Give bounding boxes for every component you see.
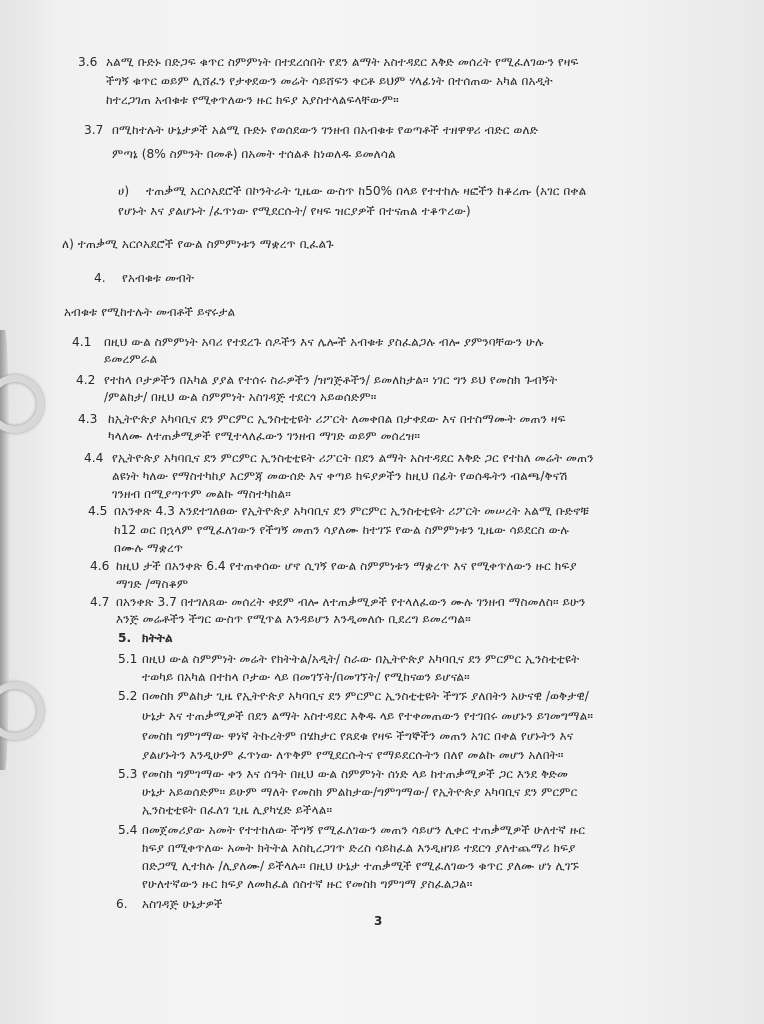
clause-text-line: በድጋሚ ሊተክሉ /ሊያለሙ/ ይችላሉ። በዚህ ሁኔታ ተጠቃሚች የሚፈለገውን ቁጥር ያለሙ ሆነ ሊገኙ (142, 859, 579, 873)
clause-text-line: በዚህ ውል ስምምነት መሬት የክትትል/አዲት/ ስራው በኢትዮጵያ አካባቢና ደን ምርምር ኢንስቲቲዩት (142, 652, 580, 666)
binder-ring (0, 375, 44, 433)
section-intro: አብቁቱ የሚከተሉት መብቶች ይኖሩታል (64, 305, 236, 319)
section-title: አስገዳጅ ሁኔታዎች (142, 897, 223, 911)
clause-number: 3.6 (78, 55, 98, 69)
clause-text-line: ምጣኔ (8% ስምንት በመቶ) በአመት ተሰልቶ ከነወለዱ ይመለሳል (112, 147, 396, 161)
clause-text-line: ያልሆኑትን እንዲሁም ፈጥነው ለጥቅም የሚደርሱትና የማይደርሱትን በለየ መልኩ መሆን አለበት። (142, 748, 564, 762)
clause-text-line: ልዩነት ካለው የማስተካከያ እርምጃ መውሰድ እና ቀጣይ ክፍያዎችን ከዚህ በፊት የወሰዱትን ብልጫ/ቅናሽ (112, 469, 568, 483)
clause-text-line: በመጀመሪያው አመት የተተከለው ችግኝ የሚፈለገውን መጠን ሳይሆን ሊቀር ተጠቃሚዎች ሁለተኛ ዙር (142, 823, 586, 837)
clause-number: 4.7 (90, 595, 110, 609)
clause-text-line: ኢንስቲቲዩት በፈለገ ጊዜ ሊያካሂድ ይችላል። (142, 803, 333, 817)
sub-clause-marker: ሀ) (118, 184, 130, 198)
clause-number: 4.6 (90, 559, 110, 573)
clause-text-line: ከኢትዮጵያ አካባቢና ደን ምርምር ኢንስቲቲዩት ሪፖርት ለመቀበል በታቀደው እና በተስማሙት መጠን ዛፍ (108, 412, 566, 426)
sub-clause-text-line: የሆኑት እና ያልሆኑት /ፈጥነው የሚደርሱት/ የዛፍ ዝርያዎች በተናጠል ተቆጥረው) (118, 204, 471, 218)
clause-number: 5.3 (118, 767, 138, 781)
binder-ring (0, 682, 44, 740)
clause-text-line: ችግኝ ቁጥር ወይም ሊሸፈን የታቀደውን መሬት ሳይሸፍን ቀርቶ ይህም ሃላፊነት በተሰጠው አካል በአዲት (106, 74, 553, 88)
clause-number: 4.1 (72, 335, 92, 349)
clause-text-line: ተወካይ በአካል በተከላ ቦታው ላይ በመገኘት/በመገኘት/ የሚከናወን ይሆናል። (142, 670, 470, 684)
clause-text-line: አልሚ ቡድኑ በድጋፍ ቁጥር ስምምነት በተደረሰበት የደን ልማት አስተዳደር እቅድ መሰረት የሚፈለገውን የዛፍ (106, 55, 579, 69)
clause-text-line: ይመረምራል (104, 352, 158, 366)
page-number: 3 (374, 914, 383, 928)
clause-text-line: ከ12 ወር በኋላም የሚፈለገውን የችግኝ መጠን ሳያለሙ ከተገኙ የውል ስምምነቱን ጊዜው ሳይደርስ ውሉ (114, 523, 570, 537)
clause-text-line: በመስክ ምልከታ ጊዜ የኢትዮጵያ አካባቢና ደን ምርምር ኢንስቲቲዩት ችግኙ ያለበትን አሁናዊ /ወቅታዊ/ (142, 689, 589, 703)
clause-text-line: በአንቀጽ 4.3 እንደተገለፀው የኢትዮጵያ አካባቢና ደን ምርምር ኢንስቲቲዩት ሪፖርት መሠረት አልሚ ቡድኖቹ (114, 504, 590, 518)
clause-text-line: እንጅ መሬቶችን ችግር ውስጥ የሚጥል እንዳይሆን እንዲመለሱ ቢደረግ ይመረጣል። (116, 612, 471, 626)
clause-text-line: ከተረጋገጠ አብቁቱ የሚቀጥለውን ዙር ክፍያ አያስተላልፍላቸውም። (106, 93, 399, 107)
sub-clause-text-line: ተጠቃሚ አርሶአደሮች በኮንትራት ጊዜው ውስጥ ከ50% በላይ የተተከሉ ዛፎችን ከቆረጡ (አገር በቀል (146, 184, 587, 198)
section-number: 5. (118, 631, 132, 645)
clause-number: 5.4 (118, 823, 138, 837)
clause-text-line: የኢትዮጵያ አካባቢና ደን ምርምር ኢንስቲቲዩት ሪፖርት በደን ልማት አስተዳደር እቅድ ጋር የተከለ መሬት መጠን (112, 451, 594, 465)
clause-number: 4.2 (76, 373, 96, 387)
clause-text-line: /ምልከታ/ በዚህ ውል ስምምነት አስገዳጅ ተደርጎ አይወሰድም። (104, 390, 377, 404)
clause-text-line: በአንቀጽ 3.7 በተገለጸው መሰረት ቀደም ብሎ ለተጠቃሚዎች የተላለፈውን ሙሉ ገንዘብ ማስመለስ። ይሁን (116, 595, 586, 609)
clause-number: 4.3 (78, 412, 98, 426)
clause-number: 5.2 (118, 689, 138, 703)
clause-text-line: ሁኔታ አይወሰድም። ይሁም ማለት የመስክ ምልከታው/ግምገማው/ የኢትዮጵያ አካባቢና ደን ምርምር (142, 785, 578, 799)
clause-number: 5.1 (118, 652, 138, 666)
clause-text-line: ካላለሙ ለተጠቃሚዎች የሚተላለፈውን ገንዘብ ማገድ ወይም መሰረዝ። (108, 429, 421, 443)
section-number: 6. (116, 897, 128, 911)
clause-text-line: ማገድ /ማስቆም (116, 577, 189, 591)
clause-text-line: የመስክ ግምገማው ዋነኛ ትኩረትም በሄክታር የጸደቁ የዛፍ ችግኞችን መጠን አገር በቀል የሆኑትን እና (142, 729, 574, 743)
clause-number: 4.4 (84, 451, 104, 465)
clause-number: 3.7 (84, 123, 104, 137)
section-title: የአብቁቱ መብት (122, 271, 195, 285)
clause-number: 4.5 (88, 504, 108, 518)
clause-text-line: ሁኔታ እና ተጠቃሚዎች በደን ልማት አስተዳደር እቅዱ ላይ የተቀመጠውን የተገበሩ መሆኑን ይገመግማል። (142, 709, 594, 723)
clause-text-line: ከዚህ ታች በአንቀጽ 6.4 የተጠቀሰው ሆኖ ሲገኝ የውል ስምምነቱን ማቋረጥ እና የሚቀጥለውን ዙር ክፍያ (116, 559, 577, 573)
clause-text-line: ገንዘብ በሚያጣጥም መልኩ ማስተካከል። (112, 487, 291, 501)
clause-text-line: የሁለተኛውን ዙር ክፍያ ለመክፈል ሰስተኛ ዙር የመስክ ግምገማ ያስፈልጋል። (142, 877, 473, 891)
clause-text-line: ክፍያ በሚቀጥለው አመት ክትትል እስኪረጋገጥ ድረስ ሳይከፈል እንዲዘገይ ተደርጎ ያለተጨማሪ ክፍያ (142, 841, 576, 855)
section-title: ክትትል (142, 631, 173, 645)
clause-text-line: የተከላ ቦታዎችን በአካል ያያል የተሰሩ ስራዎችን /ዝግጅቶችን/ ይመለከታል። ነገር ግን ይህ የመስክ ጉብኝት (104, 373, 558, 387)
clause-text-line: የመስክ ግምገማው ቀን እና ሰዓት በዚህ ውል ስምምነት ሰነድ ላይ ከተጠቃሚዎች ጋር እንደ ቅድመ (142, 767, 569, 781)
clause-text-line: በሚከተሉት ሁኔታዎች አልሚ ቡድኑ የወሰደውን ገንዘብ በአብቁቱ የወጣቶች ተዘዋዋሪ ብድር ወለድ (112, 123, 539, 137)
clause-text-line: በሙሉ ማቋረጥ (114, 541, 184, 555)
section-number: 4. (94, 271, 106, 285)
sub-clause-text-line: ለ) ተጠቃሚ አርሶአደሮች የውል ስምምነቱን ማቋረጥ ቢፈልጉ (62, 237, 334, 251)
clause-text-line: በዚህ ውል ስምምነት አባሪ የተደረጉ ሰዶችን እና ሌሎች አብቁቱ ያስፈልጋሉ ብሎ ያምንባቸውን ሁሉ (104, 335, 544, 349)
